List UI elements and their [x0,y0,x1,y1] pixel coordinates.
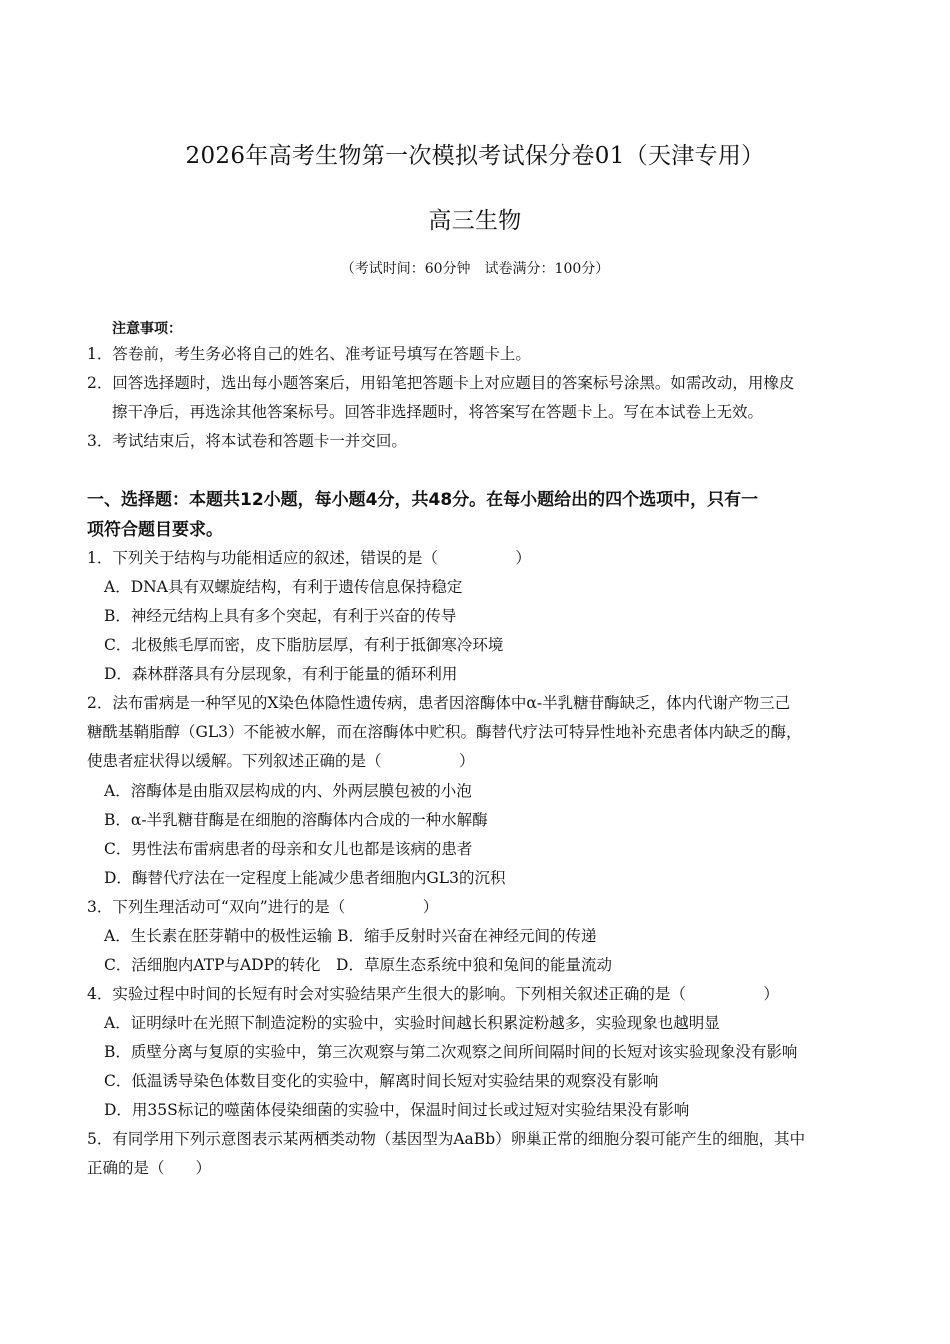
section-heading-line: 一、选择题：本题共12小题，每小题4分，共48分。在每小题给出的四个选项中，只有一 [87,490,759,510]
question-option: A．生长素在胚芽鞘中的极性运输 B．缩手反射时兴奋在神经元间的传递 [104,927,597,945]
exam-subtitle: 高三生物 [428,208,522,234]
notice-title: 注意事项： [112,321,182,337]
question-stem: 1．下列关于结构与功能相适应的叙述，错误的是（ ） [87,549,531,567]
question-stem: 4．实验过程中时间的长短有时会对实验结果产生很大的影响。下列相关叙述正确的是（ ） [87,985,779,1003]
question-option: A．溶酶体是由脂双层构成的内、外两层膜包被的小泡 [104,782,472,800]
notice-item-continued: 擦干净后，再选涂其他答案标号。回答非选择题时，将答案写在答题卡上。写在本试卷上无效。 [112,403,764,421]
question-stem: 3．下列生理活动可“双向”进行的是（ ） [87,898,439,916]
question-option: C．男性法布雷病患者的母亲和女儿也都是该病的患者 [104,840,473,858]
question-option: D．森林群落具有分层现象，有利于能量的循环利用 [104,665,458,683]
question-stem: 糖酰基鞘脂醇（GL3）不能被水解，而在溶酶体中贮积。酶替代疗法可特异性地补充患者体内缺乏的酶， [87,723,802,741]
question-option: A．DNA具有双螺旋结构，有利于遗传信息保持稳定 [104,578,463,596]
question-stem: 使患者症状得以缓解。下列叙述正确的是（ ） [87,752,475,770]
notice-item: 2．回答选择题时，选出每小题答案后，用铅笔把答题卡上对应题目的答案标号涂黑。如需改动，用橡皮 [87,374,795,392]
notice-item: 3．考试结束后，将本试卷和答题卡一并交回。 [87,432,407,450]
question-option: C．北极熊毛厚而密，皮下脂肪层厚，有利于抵御寒冷环境 [104,636,504,654]
question-option: C．活细胞内ATP与ADP的转化 D．草原生态系统中狼和兔间的能量流动 [104,956,612,974]
question-option: A．证明绿叶在光照下制造淀粉的实验中，实验时间越长积累淀粉越多，实验现象也越明显 [104,1014,720,1032]
question-stem: 正确的是（ ） [87,1159,212,1177]
section-heading [87,485,867,545]
section-heading-line: 项符合题目要求。 [87,520,223,540]
question-option: D．用35S标记的噬菌体侵染细菌的实验中，保温时间过长或过短对实验结果没有影响 [104,1101,690,1119]
question-stem: 5．有同学用下列示意图表示某两栖类动物（基因型为AaBb）卵巢正常的细胞分裂可能产生的细胞，其中 [87,1130,806,1148]
notice-item: 1．答卷前，考生务必将自己的姓名、准考证号填写在答题卡上。 [87,345,531,363]
question-option: B．α-半乳糖苷酶是在细胞的溶酶体内合成的一种水解酶 [104,811,488,829]
question-option: D．酶替代疗法在一定程度上能减少患者细胞内GL3的沉积 [104,869,506,887]
exam-title: 2026年高考生物第一次模拟考试保分卷01（天津专用） [185,143,765,169]
question-option: C．低温诱导染色体数目变化的实验中，解离时间长短对实验结果的观察没有影响 [104,1072,659,1090]
exam-info: （考试时间：60分钟 试卷满分：100分） [340,261,610,277]
question-option: B．神经元结构上具有多个突起，有利于兴奋的传导 [104,607,457,625]
question-stem: 2．法布雷病是一种罕见的X染色体隐性遗传病，患者因溶酶体中α-半乳糖苷酶缺乏，体内代谢产物三己 [87,694,791,712]
question-option: B．质壁分离与复原的实验中，第三次观察与第二次观察之间所间隔时间的长短对该实验现象没有影响 [104,1043,798,1061]
